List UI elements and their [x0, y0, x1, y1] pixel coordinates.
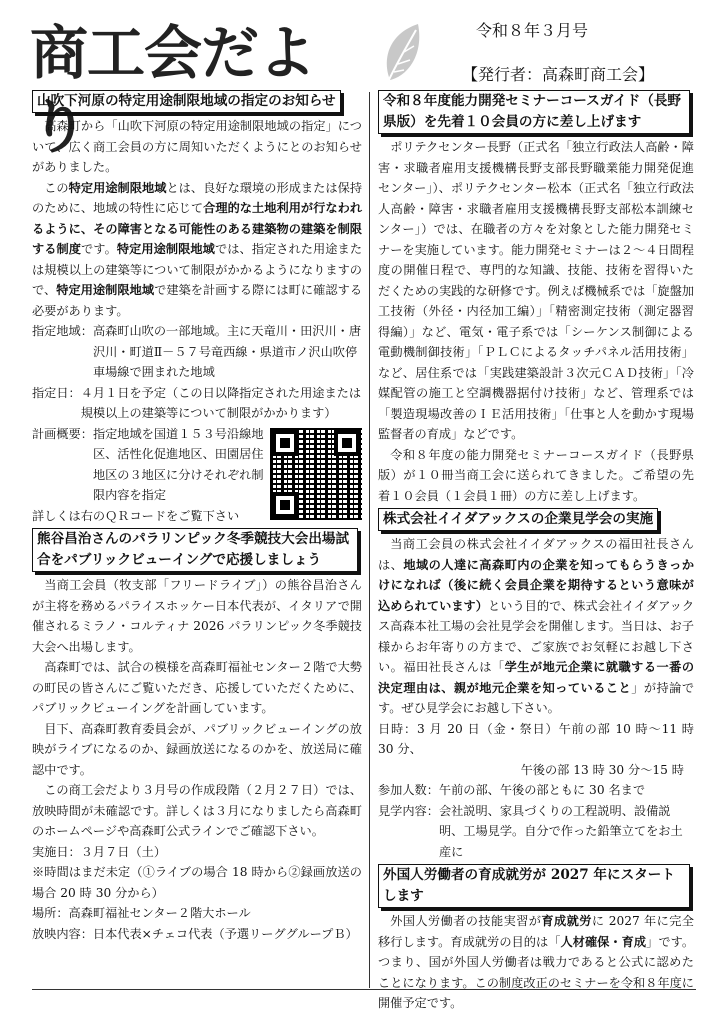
tour-date-afternoon: 午後の部 13 時 30 分～15 時	[520, 762, 684, 777]
article-title: 熊谷昌治さんのパラリンピック冬季競技大会出場試合をパブリックビューイングで応援しましょう	[32, 528, 358, 572]
event-time: ※時間はまだ未定（①ライブの場合 18 時から②録画放送の場合 20 時 30 分から）	[32, 865, 362, 900]
article-foreign-workers	[378, 864, 694, 1014]
paragraph: この特定用途制限地域とは、良好な環境の形成または保持のために、地域の特性に応じて合理的な土地利用が行なわれるように、その障害となる可能性のある建築物の建築を制限する制度です。特定用途制限地域では、指定された用途または規模以上の建築等について制限がかかるようになりますので、特定用途制限地域で建築を計画する際には町に確認する必要があります。	[32, 180, 363, 318]
qr-note: 詳しくは右のＱＲコードをご覧下さい	[32, 508, 240, 523]
paragraph: ポリテクセンター長野（正式名「独立行政法人高齢・障害・求職者雇用支援機構長野支部長野職業能力開発促進センター」）、ポリテクセンター松本（正式名「独立行政法人高齢・障害・求職者雇用支援機構長野支部松本訓練センター」）では、在職者の方々を対象とした能力開発セミナーを実施しています。能力開発セミナーは２～４日間程度の開催日程で、専門的な知識、技能、技術を習得いただくための実践的な研修です。例えば機械系では「旋盤加工技術（外径・内径加工編）」「精密測定技術（測定器習得編）」など、電気・電子系では「シーケンス制御による電動機制御技術」「ＰＬＣによるタッチパネル活用技術」など、居住系では「実践建築設計３次元ＣＡＤ技術」「冷媒配管の施工と空調機器据付け技術」など、管理系では「製造現場改善のＩＥ活用技術」「仕事と人を動かす現場監督者の育成」などです。	[378, 140, 694, 441]
designation-date: 指定日： ４月１日を予定（この日以降指定された用途または規模以上の建築等について制限がかかります）	[32, 385, 362, 420]
paragraph: 外国人労働者の技能実習が育成就労に 2027 年に完全移行します。育成就労の目的は「人材確保・育成」です。つまり、国が外国人労働者は戦力であると公式に認めたことになります。この制度改正のセミナーを令和８年度に開催予定です。	[378, 914, 695, 1010]
article-paralympic	[32, 528, 362, 944]
issue-date: 令和８年３月号	[476, 21, 589, 40]
right-column	[378, 90, 694, 1014]
event-place: 場所：高森町福祉センター２階大ホール	[32, 906, 251, 920]
event-date: 実施日：３月７日（土）	[32, 844, 167, 859]
article-title: 外国人労働者の育成就労が 2027 年にスタートします	[378, 864, 690, 908]
left-column	[32, 90, 362, 944]
event-content: 放映内容：日本代表×チェコ代表（予選リーググループＢ）	[32, 926, 358, 941]
tour-capacity: 参加人数：午前の部、午後の部ともに 30 名まで	[378, 783, 646, 797]
article-title: 令和８年度能力開発セミナーコースガイド（長野県版）を先着１０会員の方に差し上げます	[378, 90, 690, 134]
column-divider	[369, 92, 370, 988]
paragraph: 当商工会員の株式会社イイダアックスの福田社長さんは、地域の人達に高森町内の企業を知ってもらうきっかけになれば（後に続く会員企業を期待するという意味が込められています）という目的で、株式会社イイダアックス高森本社工場の会社見学会を開催します。当日は、お子様からお年寄りの方まで、ご家族でお気軽にお越し下さい。福田社長さんは「学生が地元企業に就職する一番の決定理由は、親が地元企業を知っていること」が持論です。ぜひ見学会にお越し下さい。	[378, 537, 695, 715]
article-zoning	[32, 90, 362, 526]
tour-date: 日時：3 月 20 日（金・祭日）午前の部 10 時～11 時 30 分、	[378, 721, 694, 756]
tour-content: 見学内容： 会社説明、家具づくりの工程説明、設備説明、工場見学。自分で作った鉛筆立てをお土産に	[378, 803, 683, 859]
paragraph: 高森町では、試合の模様を高森町福祉センター２階で大勢の町民の皆さんにご覧いただき、応援していただくために、パブリックビューイングを計画しています。	[32, 660, 362, 715]
paragraph: 高森町から「山吹下河原の特定用途制限地域の指定」について、広く商工会員の方に周知いただくようにとのお知らせがありました。	[32, 119, 362, 174]
masthead-title: 商工会だより	[30, 19, 316, 161]
article-title: 株式会社イイダアックスの企業見学会の実施	[378, 508, 658, 531]
plan-summary: 計画概要： 指定地域を国道１５３号沿線地区、活性化促進地区、田園居住地区の３地区に分けそれぞれ制限内容を指定 詳しくは右のＱＲコードをご覧下さい	[32, 424, 362, 527]
leaf-icon	[378, 20, 428, 90]
paragraph: 目下、高森町教育委員会が、パブリックビューイングの放映がライブになるのか、録画放送になるのかを、放送局に確認中です。	[32, 721, 362, 777]
paragraph: 令和８年度の能力開発セミナーコースガイド（長野県版）が１０冊当商工会に送られてきました。ご希望の先着１０会員（１会員１冊）の方に差し上げます。	[378, 447, 694, 503]
qr-code-icon[interactable]	[270, 428, 362, 520]
publisher: 【発行者：高森町商工会】	[462, 65, 655, 84]
designated-area: 指定地域： 高森町山吹の一部地域。主に天竜川・田沢川・唐沢川・町道Ⅱ－５７号竜西線・県道市ノ沢山吹停車場線で囲まれた地域	[32, 324, 362, 379]
article-title: 山吹下河原の特定用途制限地域の指定のお知らせ	[32, 90, 341, 113]
paragraph: この商工会だより３月号の作成段階（２月２７日）では、放映時間が未確認です。詳しくは３月になりましたら高森町のホームページや高森町公式ラインでご確認下さい。	[32, 783, 362, 838]
article-seminar	[378, 90, 694, 506]
paragraph: 当商工会員（牧支部「フリードライブ」）の熊谷昌治さんが主将を務めるパライスホッケー日本代表が、イタリアで開催されるミラノ・コルティナ 2026 パラリンピック冬季競技大会へ出場します。	[32, 578, 362, 654]
article-factory-tour	[378, 508, 694, 862]
